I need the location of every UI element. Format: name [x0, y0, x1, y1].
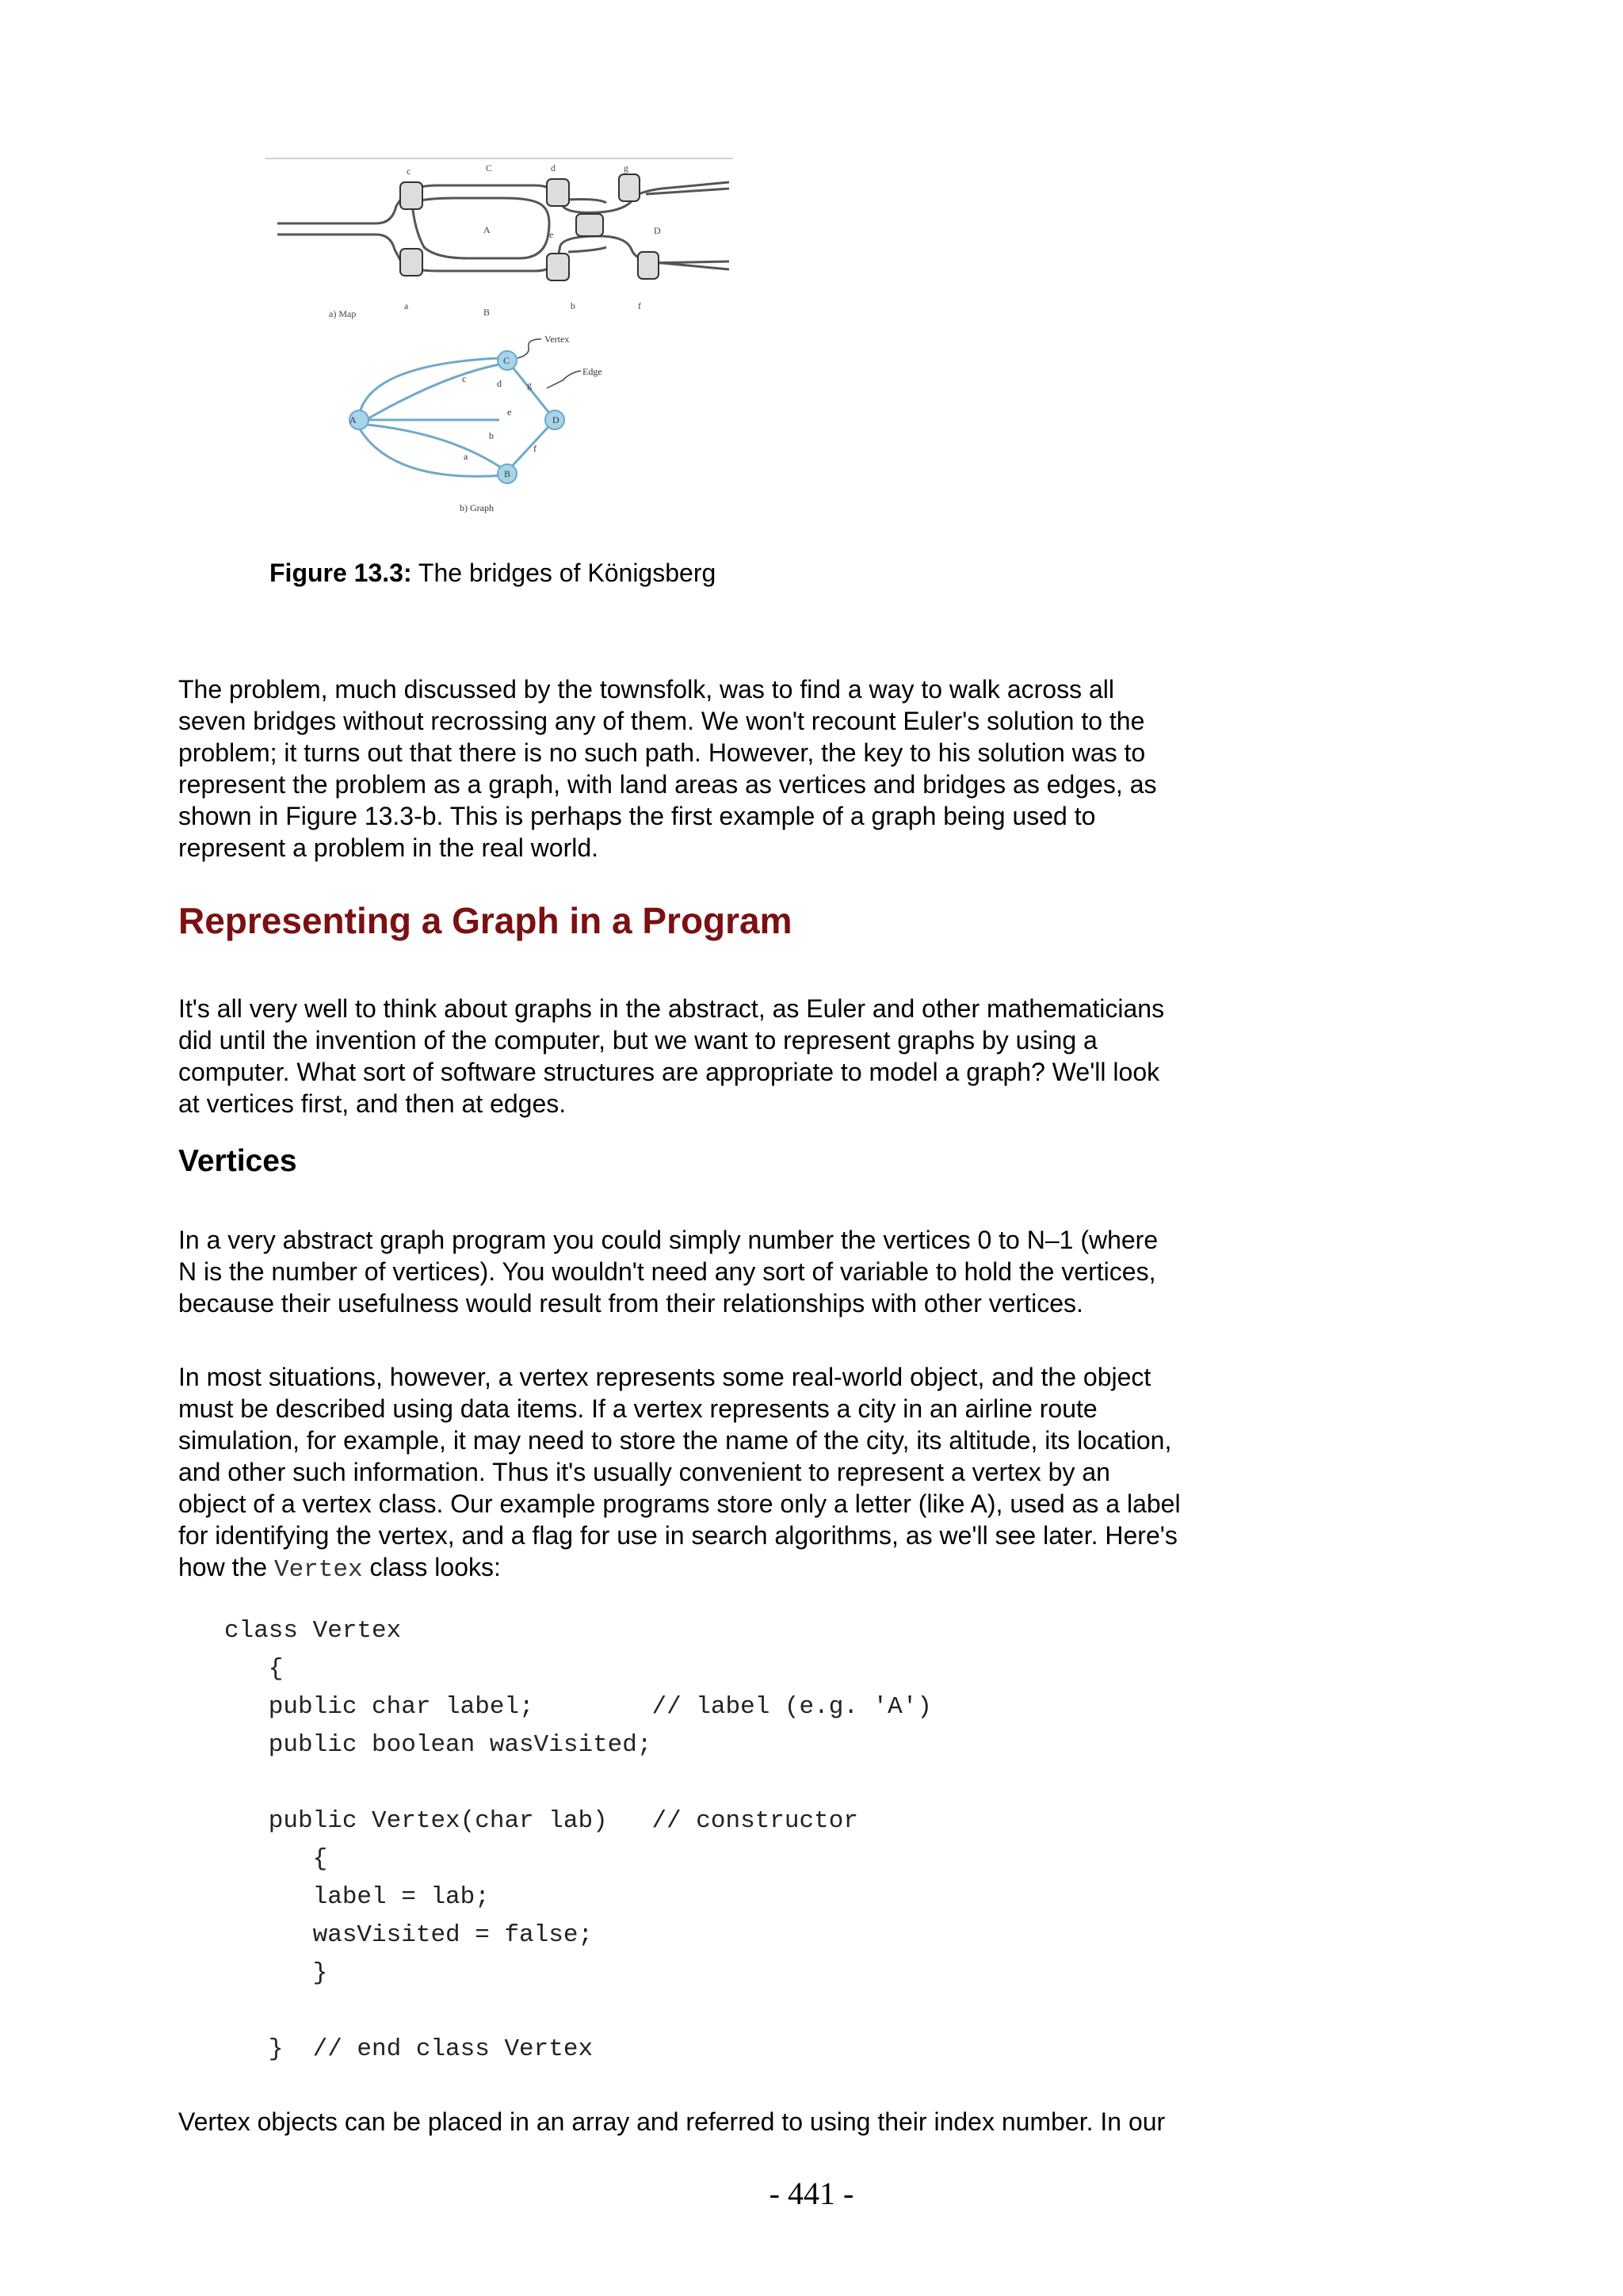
map-label-e: e: [549, 229, 554, 240]
p4-line: In most situations, however, a vertex represents some real-world object, and the object: [178, 1363, 1151, 1391]
graph-label-B: B: [504, 468, 511, 479]
p1-line: shown in Figure 13.3-b. This is perhaps the first example of a graph being used to: [178, 802, 1096, 830]
map-label-A: A: [483, 224, 491, 235]
bridge-b: [547, 254, 569, 280]
graph-edge-label-b: b: [489, 430, 494, 441]
graph-edge-label-g: g: [527, 379, 532, 391]
code-line: {: [224, 1655, 284, 1683]
code-line: label = lab;: [224, 1883, 490, 1911]
p2-line: computer. What sort of software structures are appropriate to model a graph? We'll look: [178, 1058, 1160, 1086]
code-line: public boolean wasVisited;: [224, 1731, 652, 1759]
map-label-c-top: c: [407, 166, 411, 177]
code-block: [224, 1612, 932, 2069]
paragraph-2: [178, 993, 1280, 1119]
p2-line: It's all very well to think about graphs in the abstract, as Euler and other mathematicians: [178, 994, 1165, 1023]
vertex-callout-line: [517, 339, 541, 358]
edge-callout: Edge: [582, 366, 602, 377]
paragraph-4: [178, 1361, 1280, 1586]
p1-line: The problem, much discussed by the townsfolk, was to find a way to walk across all: [178, 675, 1114, 704]
code-line: {: [224, 1845, 328, 1873]
p4-line: simulation, for example, it may need to store the name of the city, its altitude, its location,: [178, 1426, 1172, 1455]
code-line: [224, 1764, 932, 1802]
graph-label-C: C: [503, 355, 510, 366]
map-label-B: B: [483, 307, 491, 318]
p4-line: and other such information. Thus it's usually convenient to represent a vertex by an: [178, 1458, 1110, 1486]
map-label-d-top: d: [551, 162, 556, 174]
p1-line: seven bridges without recrossing any of them. We won't recount Euler's solution to the: [178, 707, 1145, 735]
graph-sublabel: b) Graph: [460, 502, 494, 513]
paragraph-5: [178, 2106, 1280, 2138]
map-label-D: D: [654, 225, 661, 236]
graph-label-D: D: [552, 414, 559, 425]
graph-edge-d: [359, 364, 499, 424]
paragraph-1: [178, 673, 1280, 864]
caption-label: Figure 13.3:: [269, 559, 412, 587]
map-label-a: a: [404, 300, 409, 311]
p1-line: problem; it turns out that there is no such path. However, the key to his solution was to: [178, 738, 1146, 767]
paragraph-3: [178, 1224, 1280, 1319]
edge-callout-line: [547, 371, 581, 388]
code-line: }: [224, 1959, 328, 1987]
vertex-callout: Vertex: [544, 334, 570, 345]
p4-line: object of a vertex class. Our example programs store only a letter (like A), used as a label: [178, 1489, 1181, 1518]
map-sublabel: a) Map: [329, 308, 357, 319]
graph-edge-label-c: c: [462, 373, 467, 384]
bridge-a: [400, 249, 422, 276]
bridge-d: [547, 179, 569, 206]
graph-edge-label-a: a: [464, 451, 468, 462]
code-line: class Vertex: [224, 1617, 402, 1645]
code-line: wasVisited = false;: [224, 1921, 594, 1949]
inline-code-vertex: Vertex: [273, 1556, 363, 1584]
p1-line: represent the problem as a graph, with land areas as vertices and bridges as edges, as: [178, 770, 1157, 799]
p4-last-post: class looks:: [362, 1553, 501, 1581]
bridge-g: [619, 174, 640, 201]
caption-text: The bridges of Königsberg: [418, 559, 716, 587]
figure-drawing: [265, 151, 741, 523]
p4-line: must be described using data items. If a vertex represents a city in an airline route: [178, 1394, 1098, 1423]
p2-line: at vertices first, and then at edges.: [178, 1089, 567, 1118]
graph-label-A: A: [349, 414, 357, 425]
graph-edge-a: [359, 428, 503, 476]
p5-line: Vertex objects can be placed in an array and referred to using their index number. In our: [178, 2107, 1166, 2136]
p3-line: In a very abstract graph program you could simply number the vertices 0 to N–1 (where: [178, 1226, 1159, 1254]
bridge-f: [638, 252, 659, 279]
code-line: } // end class Vertex: [224, 2035, 594, 2063]
graph-edge-label-e: e: [507, 406, 512, 418]
p3-line: because their usefulness would result from their relationships with other vertices.: [178, 1289, 1083, 1318]
code-line: public char label; // label (e.g. 'A'): [224, 1693, 932, 1721]
p2-line: did until the invention of the computer, but we want to represent graphs by using a: [178, 1026, 1098, 1055]
section-heading: Representing a Graph in a Program: [178, 900, 792, 941]
p3-line: N is the number of vertices). You wouldn't need any sort of variable to hold the vertices,: [178, 1257, 1156, 1286]
page-number: - 441 -: [769, 2176, 854, 2211]
code-line: [224, 1993, 932, 2031]
subsection-heading: Vertices: [178, 1144, 297, 1178]
p1-line: represent a problem in the real world.: [178, 833, 599, 862]
bridge-e: [576, 214, 603, 236]
code-line: public Vertex(char lab) // constructor: [224, 1807, 858, 1835]
p4-line: for identifying the vertex, and a flag for use in search algorithms, as we'll see later. Here's: [178, 1521, 1178, 1550]
bridge-c: [400, 182, 422, 209]
p4-last-line: [178, 1551, 1280, 1586]
graph-edge-b: [359, 424, 503, 469]
graph-edge-label-f: f: [533, 443, 537, 454]
figure-caption: [269, 559, 716, 588]
map-label-g: g: [624, 162, 628, 174]
graph-edge-label-d: d: [497, 378, 502, 389]
p4-last-pre: how the: [178, 1553, 274, 1581]
graph-edge-f: [507, 420, 555, 471]
map-label-f: f: [638, 300, 641, 311]
map-label-b: b: [571, 300, 575, 311]
konigsberg-figure: [265, 151, 741, 523]
map-label-C: C: [486, 162, 493, 174]
